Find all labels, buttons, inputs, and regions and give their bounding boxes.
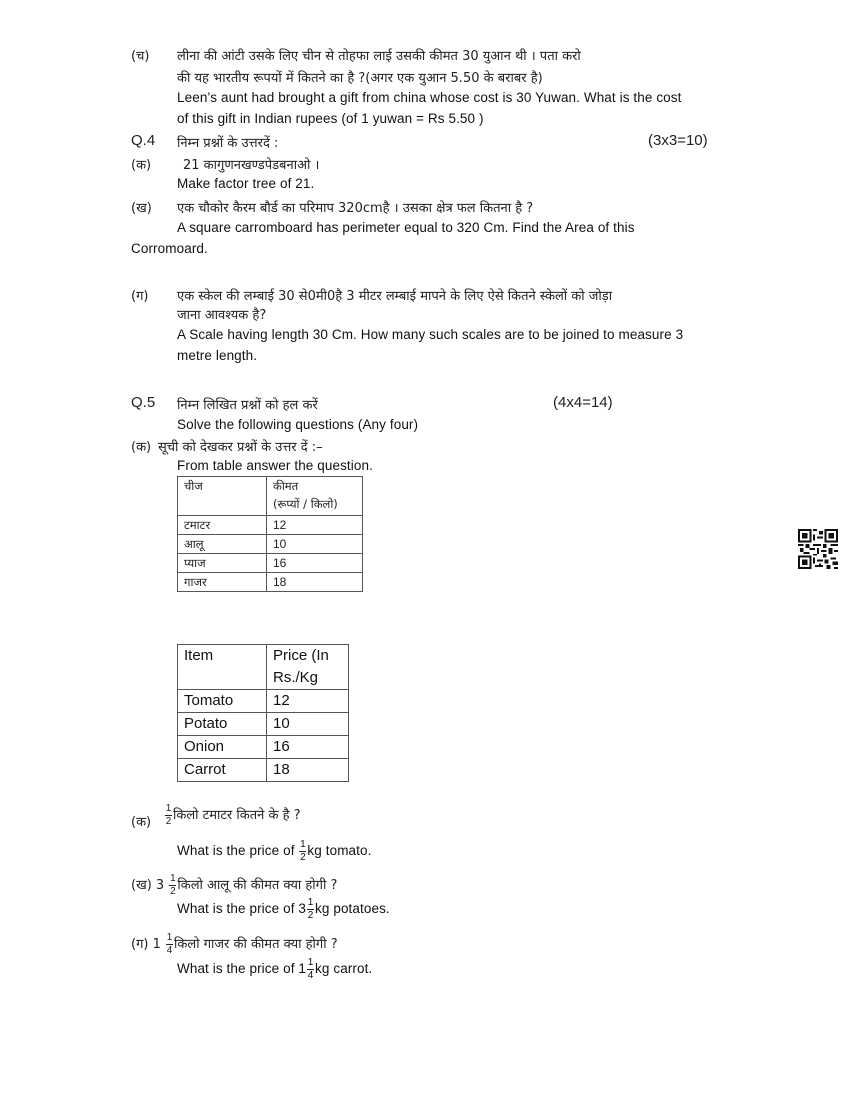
question-english-line: Corromoard. xyxy=(131,241,208,256)
part-marker: (क) xyxy=(131,158,152,173)
table-cell: 12 xyxy=(267,516,363,535)
question-english-line: A Scale having length 30 Cm. How many such scales are to be joined to measure 3 xyxy=(177,327,684,342)
table-row xyxy=(178,736,349,759)
question-marks: (3x3=10) xyxy=(648,132,708,149)
part-marker: (ख) xyxy=(131,878,152,893)
table-cell: Potato xyxy=(178,713,267,736)
table-cell: Onion xyxy=(178,736,267,759)
fraction-numerator: 1 xyxy=(307,957,314,968)
hindi-text: किलो गाजर की कीमत क्या होगी ? xyxy=(174,937,338,952)
qr-code-icon xyxy=(798,528,838,570)
fraction xyxy=(169,874,176,897)
header-line: Price (In xyxy=(273,647,329,664)
english-text: What is the price of xyxy=(177,901,295,917)
question-english-line: metre length. xyxy=(177,348,258,363)
fraction xyxy=(299,840,306,863)
question-hindi-line: की यह भारतीय रूपयों में कितने का है ?(अगर एक युआन 5.50 के बराबर है) xyxy=(177,71,543,86)
table-header-row xyxy=(178,477,363,516)
fraction-numerator: 1 xyxy=(166,932,173,943)
question-number: Q.5 xyxy=(131,394,156,411)
question-title-hindi: निम्न प्रश्नों के उत्तरदें : xyxy=(177,136,279,151)
fraction-numerator: 1 xyxy=(170,873,176,884)
question-english-line: of this gift in Indian rupees (of 1 yuwan = Rs 5.50 ) xyxy=(177,111,484,126)
part-marker: (ग) xyxy=(131,937,149,952)
fraction-numerator: 1 xyxy=(300,839,306,850)
table-cell: टमाटर xyxy=(178,516,267,535)
part-marker: (ख) xyxy=(131,201,152,216)
fraction xyxy=(307,898,314,921)
sub-question-english xyxy=(177,898,390,921)
table-row xyxy=(178,573,363,592)
table-header-cell: चीज xyxy=(178,477,267,516)
table-row xyxy=(178,554,363,573)
question-english-line: From table answer the question. xyxy=(177,458,373,473)
table-header-cell xyxy=(267,645,349,690)
table-row xyxy=(178,535,363,554)
sub-question-english xyxy=(177,958,372,981)
fraction-denominator: 4 xyxy=(307,970,314,981)
table-header-cell: Item xyxy=(178,645,267,690)
question-hindi-line: लीना की आंटी उसके लिए चीन से तोहफा लाई उसकी कीमत 30 युआन थी । पता करो xyxy=(177,49,581,64)
table-cell: 18 xyxy=(267,573,363,592)
table-row xyxy=(178,759,349,782)
fraction xyxy=(165,804,172,827)
header-line: कीमत xyxy=(273,479,299,493)
question-hindi-line: 21 कागुणनखण्डपेडबनाओ । xyxy=(183,158,320,173)
hindi-text: किलो टमाटर कितने के है ? xyxy=(173,808,301,823)
question-hindi-line: जाना आवश्यक है? xyxy=(177,308,267,323)
table-header-cell xyxy=(267,477,363,516)
english-text: kg carrot. xyxy=(315,961,373,977)
fraction-denominator: 2 xyxy=(307,910,314,921)
hindi-text: किलो आलू की कीमत क्या होगी ? xyxy=(177,878,338,893)
english-text: What is the price of xyxy=(177,843,295,859)
fraction-numerator: 1 xyxy=(307,897,314,908)
table-cell: Tomato xyxy=(178,690,267,713)
fraction-denominator: 2 xyxy=(170,886,176,897)
sub-question-hindi xyxy=(131,874,337,897)
question-subtitle-english: Solve the following questions (Any four) xyxy=(177,417,419,432)
table-cell: 16 xyxy=(267,554,363,573)
table-cell: 12 xyxy=(267,690,349,713)
part-marker: (क) xyxy=(131,815,152,830)
whole-number: 3 xyxy=(298,901,307,917)
fraction xyxy=(307,958,314,981)
english-text: kg tomato. xyxy=(307,843,372,859)
table-row xyxy=(178,516,363,535)
fraction-denominator: 2 xyxy=(165,816,172,827)
fraction-numerator: 1 xyxy=(165,803,172,814)
question-number: Q.4 xyxy=(131,132,156,149)
fraction-denominator: 2 xyxy=(300,852,306,863)
fraction-denominator: 4 xyxy=(166,945,173,956)
part-marker: (ग) xyxy=(131,289,149,304)
question-hindi-line: एक चौकोर कैरम बौर्ड का परिमाप 320cmहै । उसका क्षेत्र फल कितना है ? xyxy=(177,201,534,216)
sub-question-hindi xyxy=(131,933,338,956)
question-english-line: Make factor tree of 21. xyxy=(177,176,315,191)
english-text: kg potatoes. xyxy=(315,901,390,917)
table-cell: Carrot xyxy=(178,759,267,782)
question-marks: (4x4=14) xyxy=(553,394,613,411)
english-price-table xyxy=(177,644,349,782)
table-cell: 10 xyxy=(267,535,363,554)
question-english-line: A square carromboard has perimeter equal to 320 Cm. Find the Area of this xyxy=(177,220,635,235)
header-line: (रूप्यों / किलो) xyxy=(273,497,338,511)
hindi-price-table xyxy=(177,476,363,592)
question-title-hindi: निम्न लिखित प्रश्नों को हल करें xyxy=(177,398,318,413)
table-cell: आलू xyxy=(178,535,267,554)
whole-number: 1 xyxy=(298,961,307,977)
table-cell: 10 xyxy=(267,713,349,736)
table-row xyxy=(178,713,349,736)
part-marker: (क) xyxy=(131,440,152,455)
part-marker: (च) xyxy=(131,49,150,64)
question-hindi-line: एक स्केल की लम्बाई 30 से0मी0है 3 मीटर लम्बाई मापने के लिए ऐसे कितने स्केलों को जोड़ा xyxy=(177,289,613,304)
table-cell: 18 xyxy=(267,759,349,782)
question-hindi-line: सूची को देखकर प्रश्नों के उत्तर दें :– xyxy=(158,440,323,455)
whole-number: 1 xyxy=(152,937,161,952)
english-text: What is the price of xyxy=(177,961,295,977)
table-header-row xyxy=(178,645,349,690)
header-line: Rs./Kg xyxy=(273,669,319,686)
question-english-line: Leen’s aunt had brought a gift from china whose cost is 30 Yuwan. What is the cost xyxy=(177,90,682,105)
sub-question-english xyxy=(177,840,371,863)
table-row xyxy=(178,690,349,713)
sub-question-hindi xyxy=(164,804,301,827)
fraction xyxy=(166,933,173,956)
table-cell: गाजर xyxy=(178,573,267,592)
whole-number: 3 xyxy=(155,878,165,893)
table-cell: 16 xyxy=(267,736,349,759)
table-cell: प्याज xyxy=(178,554,267,573)
